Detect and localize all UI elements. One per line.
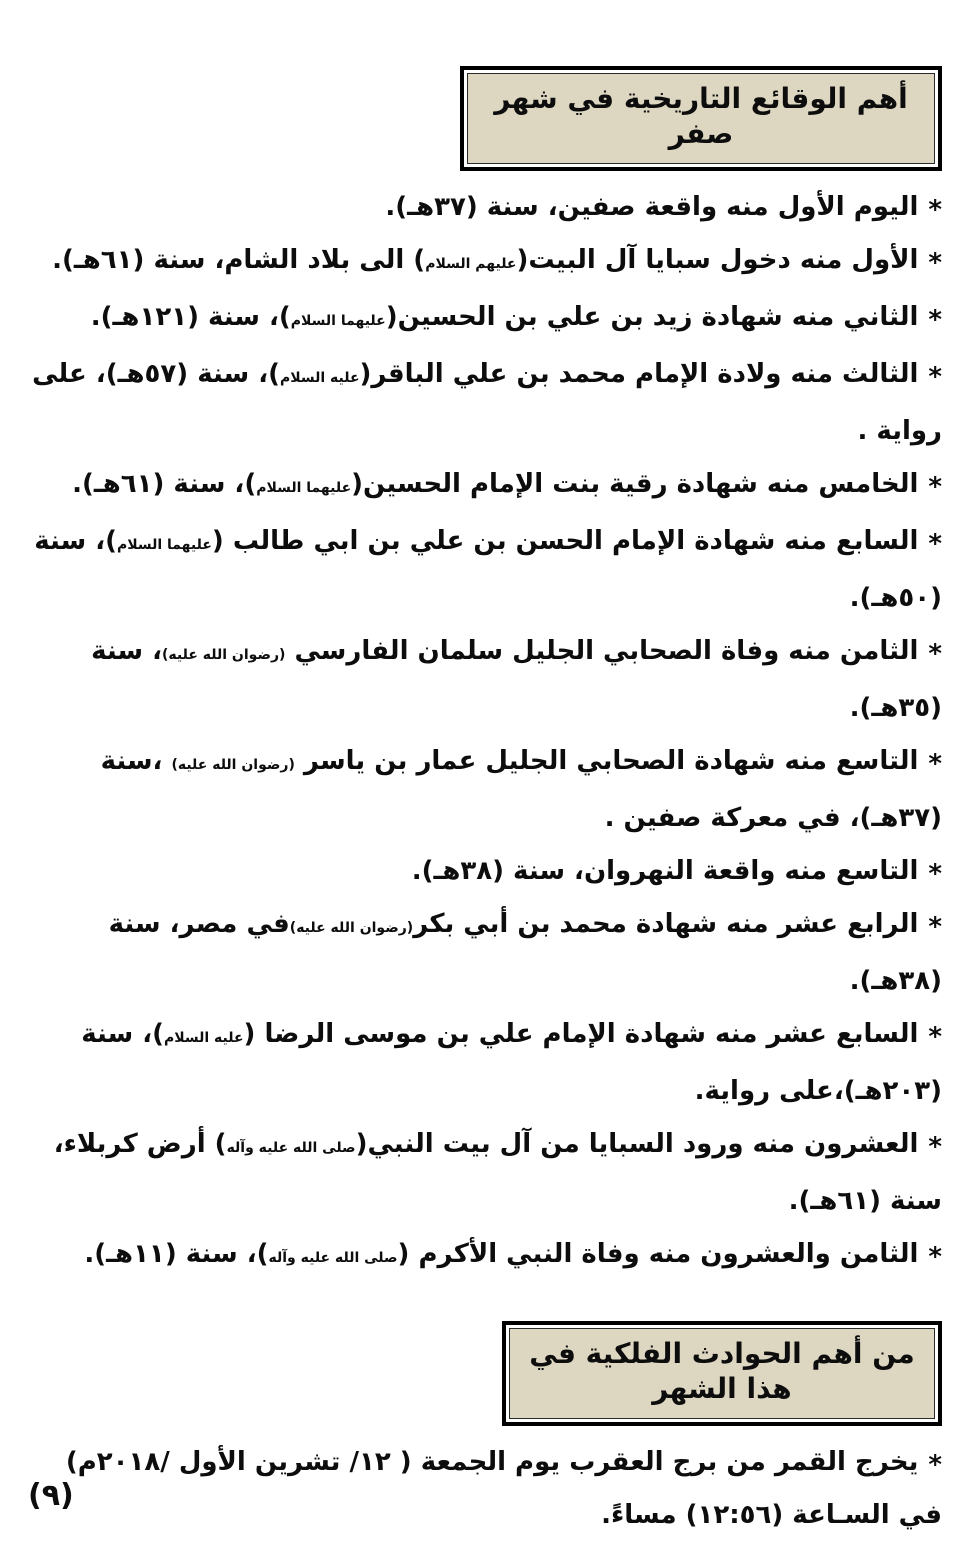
- event-text: التاسع منه واقعة النهروان، سنة (٣٨هـ).: [411, 856, 919, 886]
- event-item: [18, 845, 942, 898]
- event-text: السابع منه شهادة الإمام الحسن بن علي بن ابي طالب (: [211, 526, 919, 556]
- honorific-phrase: عليه السلام: [279, 370, 360, 386]
- bullet-marker: *: [928, 305, 942, 335]
- section-title-astronomical: من أهم الحوادث الفلكية في هذا الشهر: [529, 1337, 915, 1405]
- event-text: الرابع عشر منه شهادة محمد بن أبي بكر: [413, 909, 919, 939]
- event-text: العشرون منه ورود السبايا من آل بيت النبي(: [355, 1129, 919, 1159]
- bullet-marker: *: [928, 195, 942, 225]
- bullet-marker: *: [928, 1132, 942, 1162]
- section-header-astronomical: [502, 1321, 942, 1426]
- honorific-phrase: (رضوان الله عليه): [162, 647, 286, 663]
- page-number: (٩): [28, 1478, 74, 1513]
- event-item: [18, 291, 942, 348]
- bullet-marker: *: [928, 1242, 942, 1272]
- event-item: [18, 234, 942, 291]
- event-text: اليوم الأول منه واقعة صفين، سنة (٣٧هـ).: [385, 192, 919, 222]
- event-text: )، سنة (١٢١هـ).: [90, 302, 291, 332]
- event-item: [18, 1228, 942, 1285]
- event-item: [18, 1118, 942, 1228]
- event-text: الثامن منه وفاة الصحابي الجليل سلمان الفارسي: [285, 636, 919, 666]
- event-item: [18, 458, 942, 515]
- bullet-marker: *: [928, 912, 942, 942]
- event-text: الأول منه دخول سبايا آل البيت(: [516, 245, 919, 275]
- bullet-marker: *: [928, 362, 942, 392]
- event-item: [18, 515, 942, 625]
- event-text: الخامس منه شهادة رقية بنت الإمام الحسين(: [351, 469, 919, 499]
- honorific-phrase: عليه السلام: [163, 1030, 244, 1046]
- bullet-marker: *: [928, 859, 942, 889]
- section-header-astronomical-inner: [509, 1328, 935, 1419]
- honorific-phrase: عليهما السلام: [116, 537, 212, 553]
- honorific-phrase: عليهما السلام: [290, 313, 386, 329]
- event-text: في مصر، سنة (٣٨هـ).: [108, 909, 942, 996]
- honorific-phrase: عليهما السلام: [256, 480, 352, 496]
- section-header-historical-inner: [467, 73, 935, 164]
- event-text: التاسع منه شهادة الصحابي الجليل عمار بن ياسر: [294, 746, 919, 776]
- historical-events-list: [18, 181, 942, 1285]
- event-text: )، سنة (٥٠هـ).: [34, 526, 942, 613]
- astronomical-events-list: [18, 1436, 942, 1544]
- event-text: السابع عشر منه شهادة الإمام علي بن موسى الرضا (: [243, 1019, 919, 1049]
- event-item: [18, 735, 942, 845]
- event-text: الثاني منه شهادة زيد بن علي بن الحسين(: [385, 302, 919, 332]
- section-title-historical: أهم الوقائع التاريخية في شهر صفر: [494, 82, 908, 150]
- event-text: الثامن والعشرون منه وفاة النبي الأكرم (: [397, 1239, 919, 1269]
- honorific-phrase: صلى الله عليه وآله: [226, 1140, 356, 1156]
- event-text: ،سنة (٣٧هـ)، في معركة صفين .: [100, 746, 942, 833]
- honorific-phrase: عليهم السلام: [425, 256, 517, 272]
- honorific-phrase: (رضوان الله عليه): [171, 757, 295, 773]
- event-text: )، سنة (٦١هـ).: [72, 469, 257, 499]
- bullet-marker: *: [928, 1450, 942, 1480]
- bullet-marker: *: [928, 248, 942, 278]
- event-text: الثالث منه ولادة الإمام محمد بن علي الباقر(: [359, 359, 919, 389]
- event-item: [18, 625, 942, 735]
- event-text: )، سنة (٥٧هـ)، على رواية .: [32, 359, 942, 446]
- event-text: ) أرض كربلاء، سنة (٦١هـ).: [53, 1129, 942, 1216]
- event-text: يخرج القمر من برج العقرب يوم الجمعة ( ١٢/ تشرين الأول /٢٠١٨م) في السـاعة (١٢:٥٦) مساءً.: [65, 1447, 942, 1530]
- honorific-phrase: صلى الله عليه وآله: [268, 1250, 398, 1266]
- section-header-historical: [460, 66, 942, 171]
- event-item: [18, 348, 942, 458]
- event-item: [18, 1008, 942, 1118]
- honorific-phrase: (رضوان الله عليه): [289, 920, 414, 936]
- bullet-marker: *: [928, 1022, 942, 1052]
- event-text: )، سنة (١١هـ).: [84, 1239, 269, 1269]
- event-item: [18, 1436, 942, 1542]
- bullet-marker: *: [928, 639, 942, 669]
- bullet-marker: *: [928, 749, 942, 779]
- bullet-marker: *: [928, 472, 942, 502]
- event-text: ) الى بلاد الشام، سنة (٦١هـ).: [52, 245, 426, 275]
- event-item: [18, 898, 942, 1008]
- event-item: [18, 181, 942, 234]
- bullet-marker: *: [928, 529, 942, 559]
- event-text: ، سنة (٣٥هـ).: [91, 636, 942, 723]
- event-text: )، سنة (٢٠٣هـ)،على رواية.: [81, 1019, 942, 1106]
